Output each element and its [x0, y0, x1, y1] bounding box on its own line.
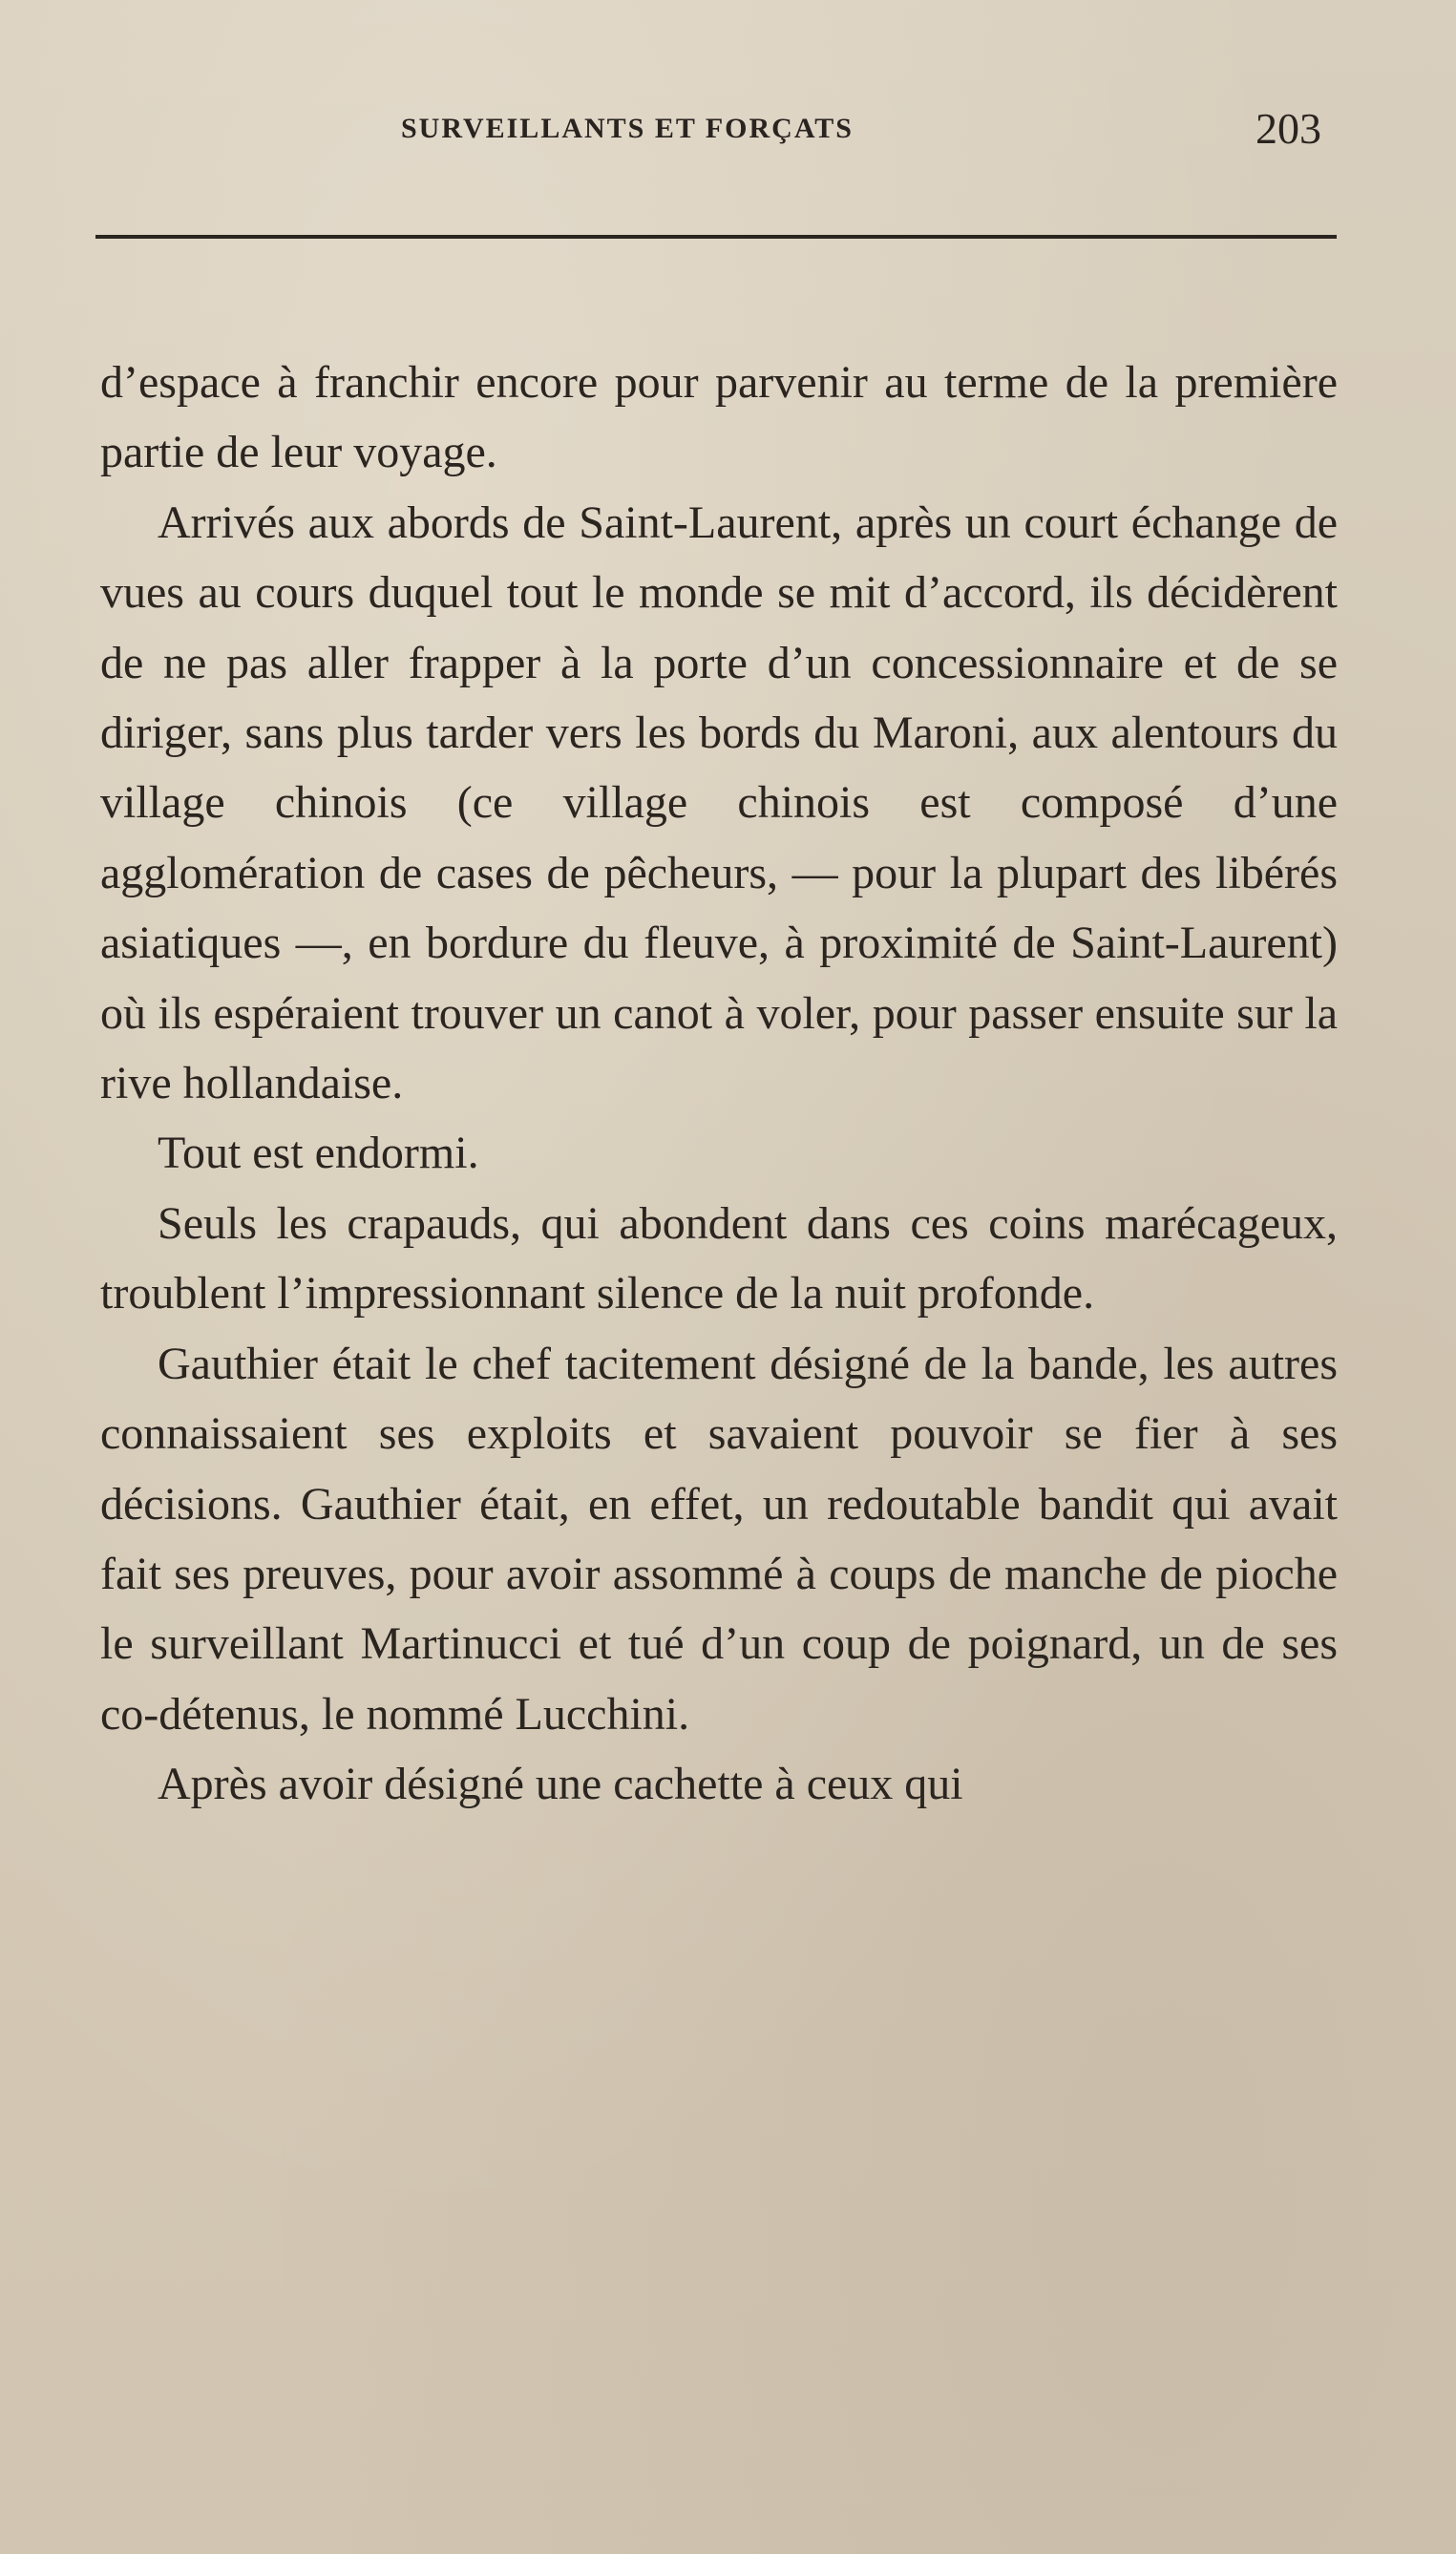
running-head: SURVEILLANTS ET FORÇATS — [401, 113, 854, 144]
paragraph: Arrivés aux abords de Saint-Laurent, après un court échange de vues au cours duquel tout le monde se mit d’accord, ils décidèrent de ne pas aller frapper à la porte d’un concessionnaire et de se diriger, sans plus tarder vers les bords du Maroni, aux alentours du village chinois (ce village chinois est composé d’une agglomération de cases de pêcheurs, — pour la plupart des libérés asiatiques —, en bordure du fleuve, à proximité de Saint-Laurent) où ils espéraient trouver un canot à voler, pour passer ensuite sur la rive hollandaise. — [100, 496, 1338, 1109]
paragraph: Tout est endormi. — [158, 1128, 479, 1179]
paragraph: Après avoir désigné une cachette à ceux qui — [158, 1759, 963, 1810]
header-rule — [95, 235, 1337, 239]
page-number: 203 — [1256, 104, 1321, 153]
paragraph: Gauthier était le chef tacitement désigné de la bande, les autres connaissaient ses exploits et savaient pouvoir se fier à ses décisions. Gauthier était, en effet, un redoutable bandit qui avait fait ses preuves, pour avoir assommé à coups de manche de pioche le surveillant Martinucci et tué d’un coup de poignard, un de ses co-détenus, le nommé Lucchini. — [100, 1338, 1338, 1740]
paragraph: Seuls les crapauds, qui abondent dans ces coins marécageux, troublent l’impressionnant silence de la nuit profonde. — [100, 1197, 1338, 1319]
body-text — [100, 348, 1338, 1820]
paragraph-continuation: d’espace à franchir encore pour parvenir au terme de la première partie de leur voyage. — [100, 357, 1338, 478]
